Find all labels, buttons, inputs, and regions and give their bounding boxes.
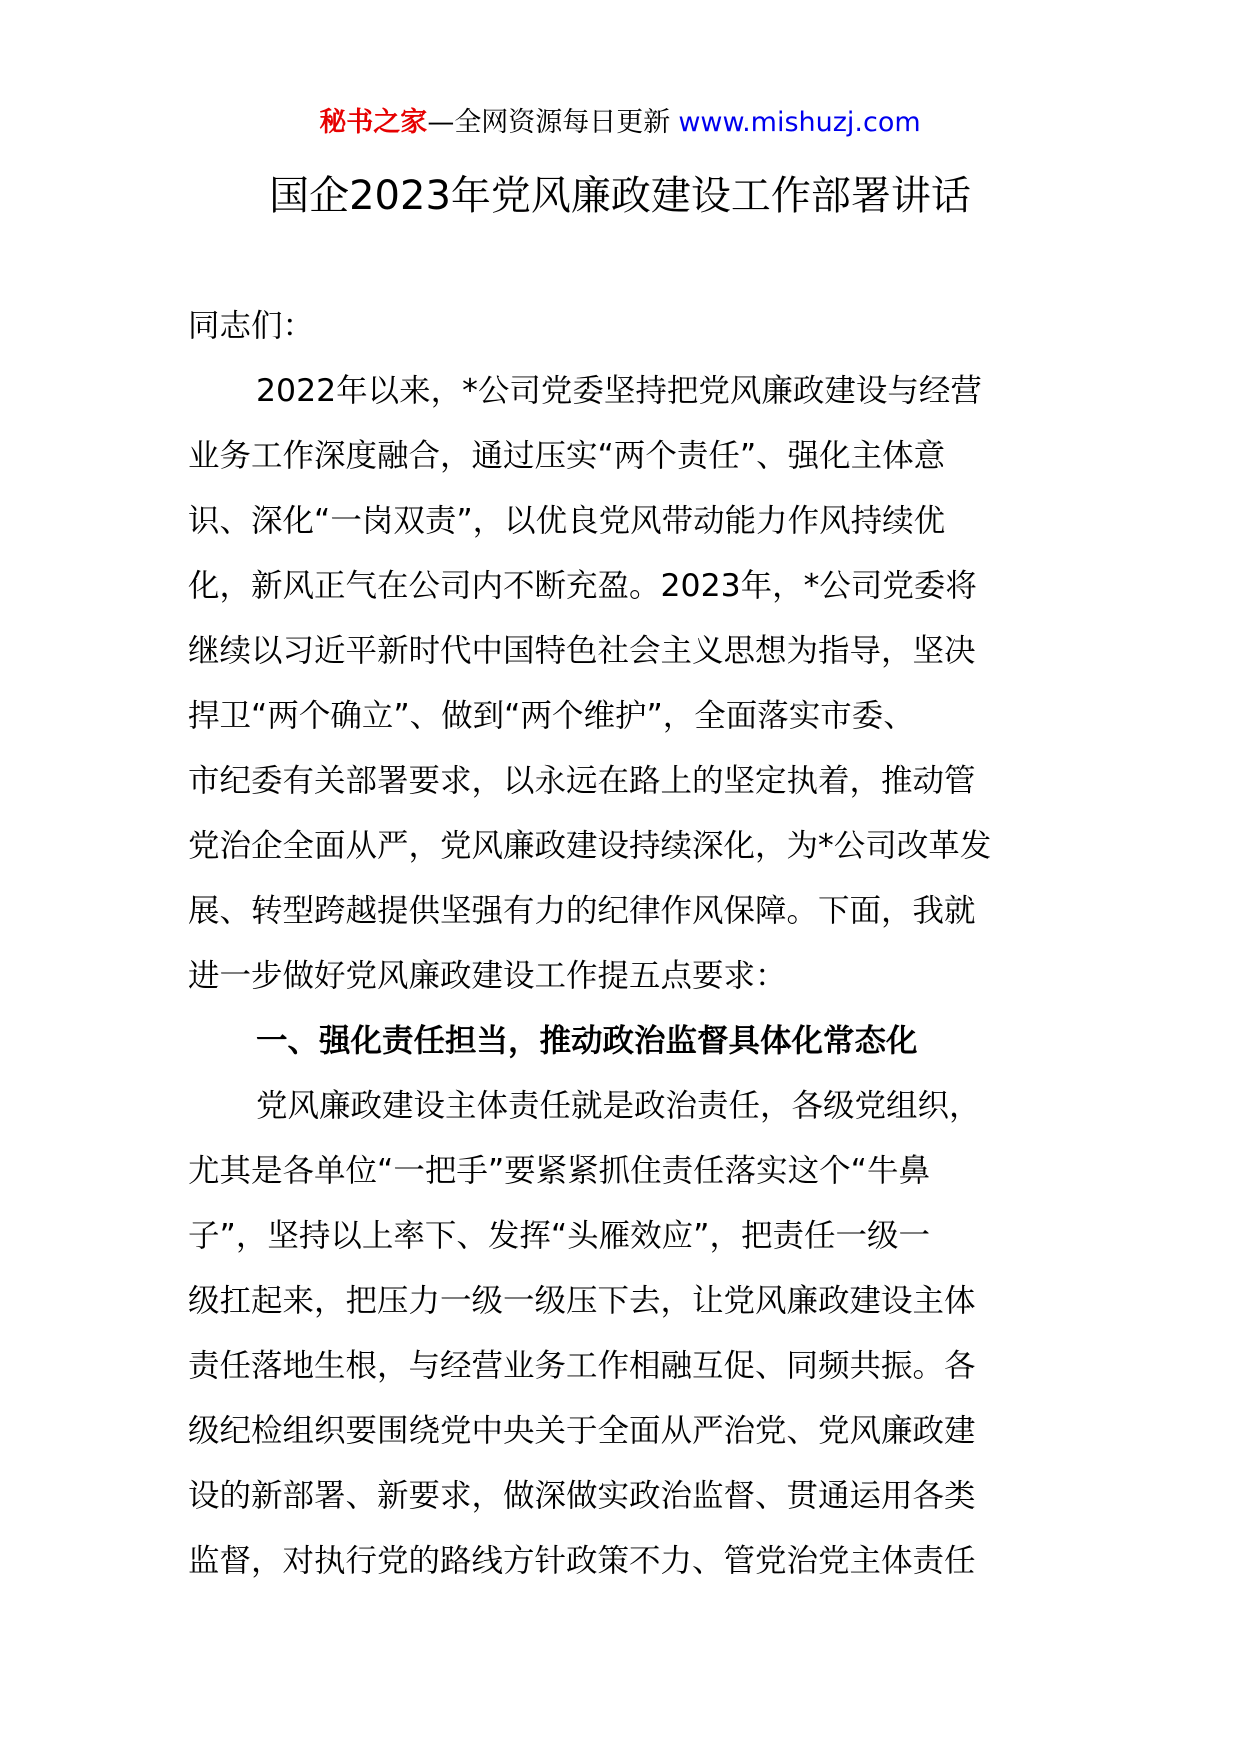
document-body (188, 294, 1068, 1594)
paragraph-line: 尤其是各单位“一把手”要紧紧抓住责任落实这个“牛鼻 (188, 1153, 930, 1189)
site-brand: 秘书之家 (319, 107, 428, 138)
document-title: 国企2023年党风廉政建设工作部署讲话 (269, 173, 971, 219)
paragraph-line: 责任落地生根，与经营业务工作相融互促、同频共振。各 (188, 1348, 976, 1384)
paragraph-line: 级扛起来，把压力一级一级压下去，让党风廉政建设主体 (188, 1283, 976, 1319)
paragraph-line: 党治企全面从严，党风廉政建设持续深化，为*公司改革发 (188, 828, 992, 864)
site-tagline: —全网资源每日更新 (427, 107, 671, 138)
paragraph-line: 识、深化“一岗双责”，以优良党风带动能力作风持续优 (188, 503, 946, 539)
paragraph-line: 展、转型跨越提供坚强有力的纪律作风保障。下面，我就 (188, 893, 976, 929)
paragraph-line: 2022年以来，*公司党委坚持把党风廉政建设与经营 (256, 373, 982, 409)
paragraph-line: 化，新风正气在公司内不断充盈。2023年，*公司党委将 (188, 568, 977, 604)
site-url-link[interactable]: www.mishuzj.com (678, 107, 921, 138)
paragraph-line: 级纪检组织要围绕党中央关于全面从严治党、党风廉政建 (188, 1413, 976, 1449)
paragraph-line: 设的新部署、新要求，做深做实政治监督、贯通运用各类 (188, 1478, 976, 1514)
paragraph-line: 市纪委有关部署要求，以永远在路上的坚定执着，推动管 (188, 763, 976, 799)
paragraph-line: 继续以习近平新时代中国特色社会主义思想为指导，坚决 (188, 633, 976, 669)
salutation: 同志们： (188, 308, 315, 344)
paragraph-line: 党风廉政建设主体责任就是政治责任，各级党组织， (256, 1088, 981, 1124)
paragraph-line: 监督，对执行党的路线方针政策不力、管党治党主体责任 (188, 1543, 976, 1579)
section-heading: 一、强化责任担当，推动政治监督具体化常态化 (256, 1023, 918, 1059)
paragraph-line: 捍卫“两个确立”、做到“两个维护”，全面落实市委、 (188, 698, 915, 734)
paragraph-line: 业务工作深度融合，通过压实“两个责任”、强化主体意 (188, 438, 946, 474)
paragraph-line: 进一步做好党风廉政建设工作提五点要求： (188, 958, 787, 994)
paragraph-line: 子”，坚持以上率下、发挥“头雁效应”，把责任一级一 (188, 1218, 930, 1254)
site-banner (0, 103, 1240, 143)
